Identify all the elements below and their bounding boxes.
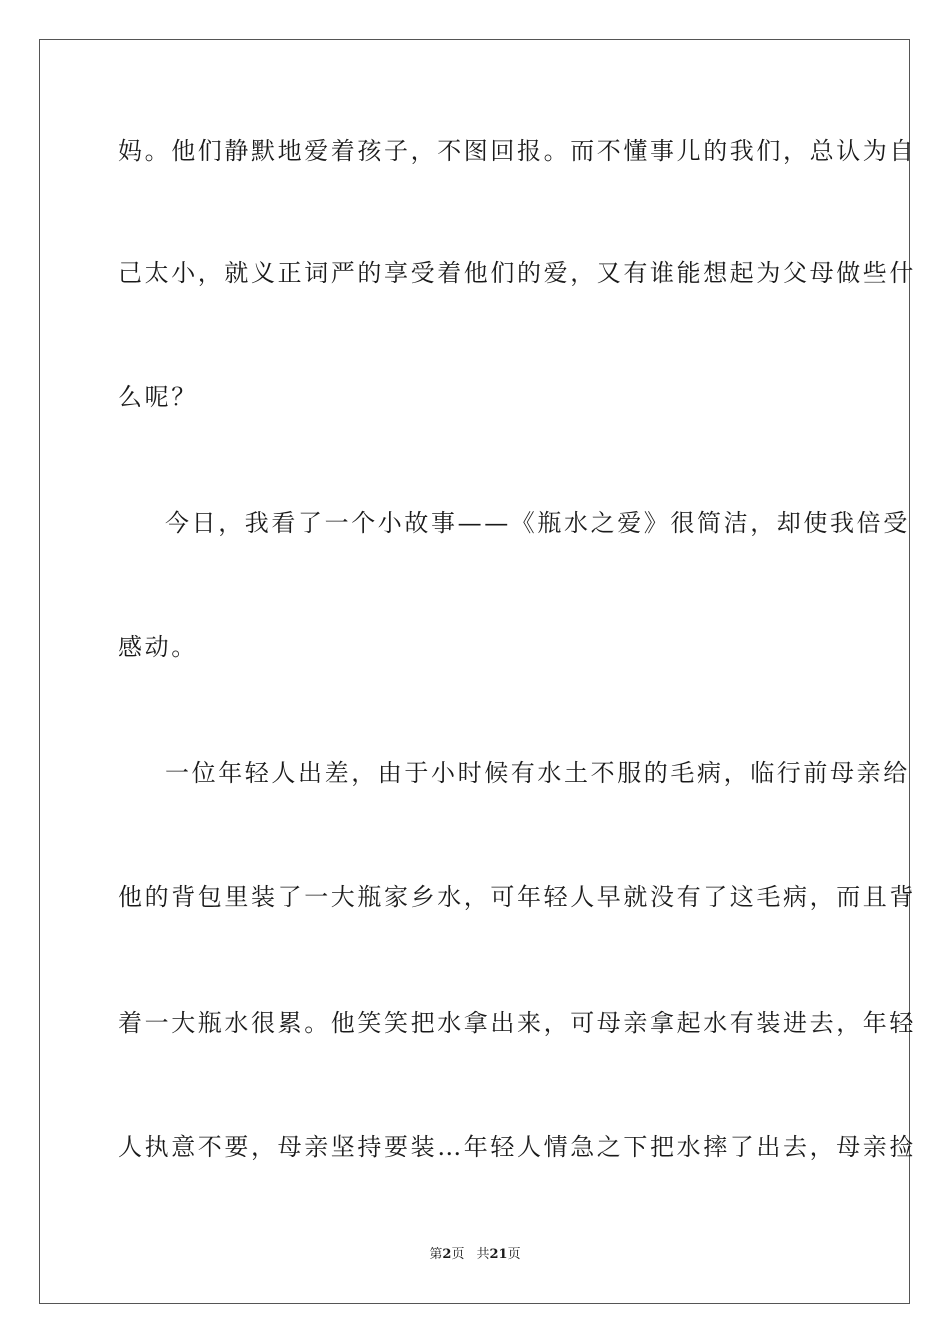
total-prefix: 共 [476,1247,490,1262]
page-footer [0,1246,950,1264]
text-line-7: 他的背包里装了一大瓶家乡水，可年轻人早就没有了这毛病，而且背 [118,883,916,911]
text-line-9: 人执意不要，母亲坚持要装…年轻人情急之下把水摔了出去，母亲捡 [118,1133,916,1161]
text-line-6: 一位年轻人出差，由于小时候有水土不服的毛病，临行前母亲给 [165,759,910,787]
text-line-8: 着一大瓶水很累。他笑笑把水拿出来，可母亲拿起水有装进去，年轻 [118,1009,916,1037]
text-line-5: 感动。 [118,633,198,661]
text-line-1: 妈。他们静默地爱着孩子，不图回报。而不懂事儿的我们，总认为自 [118,137,916,165]
total-suffix: 页 [507,1247,521,1262]
page-border [39,39,916,1304]
text-line-3: 么呢？ [118,383,198,411]
text-line-2: 己太小，就义正词严的享受着他们的爱，又有谁能想起为父母做些什 [118,259,916,287]
page-number: 2 [442,1247,452,1262]
page-suffix: 页 [451,1247,465,1262]
page-prefix: 第 [429,1247,443,1262]
total-pages: 21 [489,1247,508,1262]
text-line-4: 今日，我看了一个小故事——《瓶水之爱》很简洁，却使我倍受 [165,509,910,537]
